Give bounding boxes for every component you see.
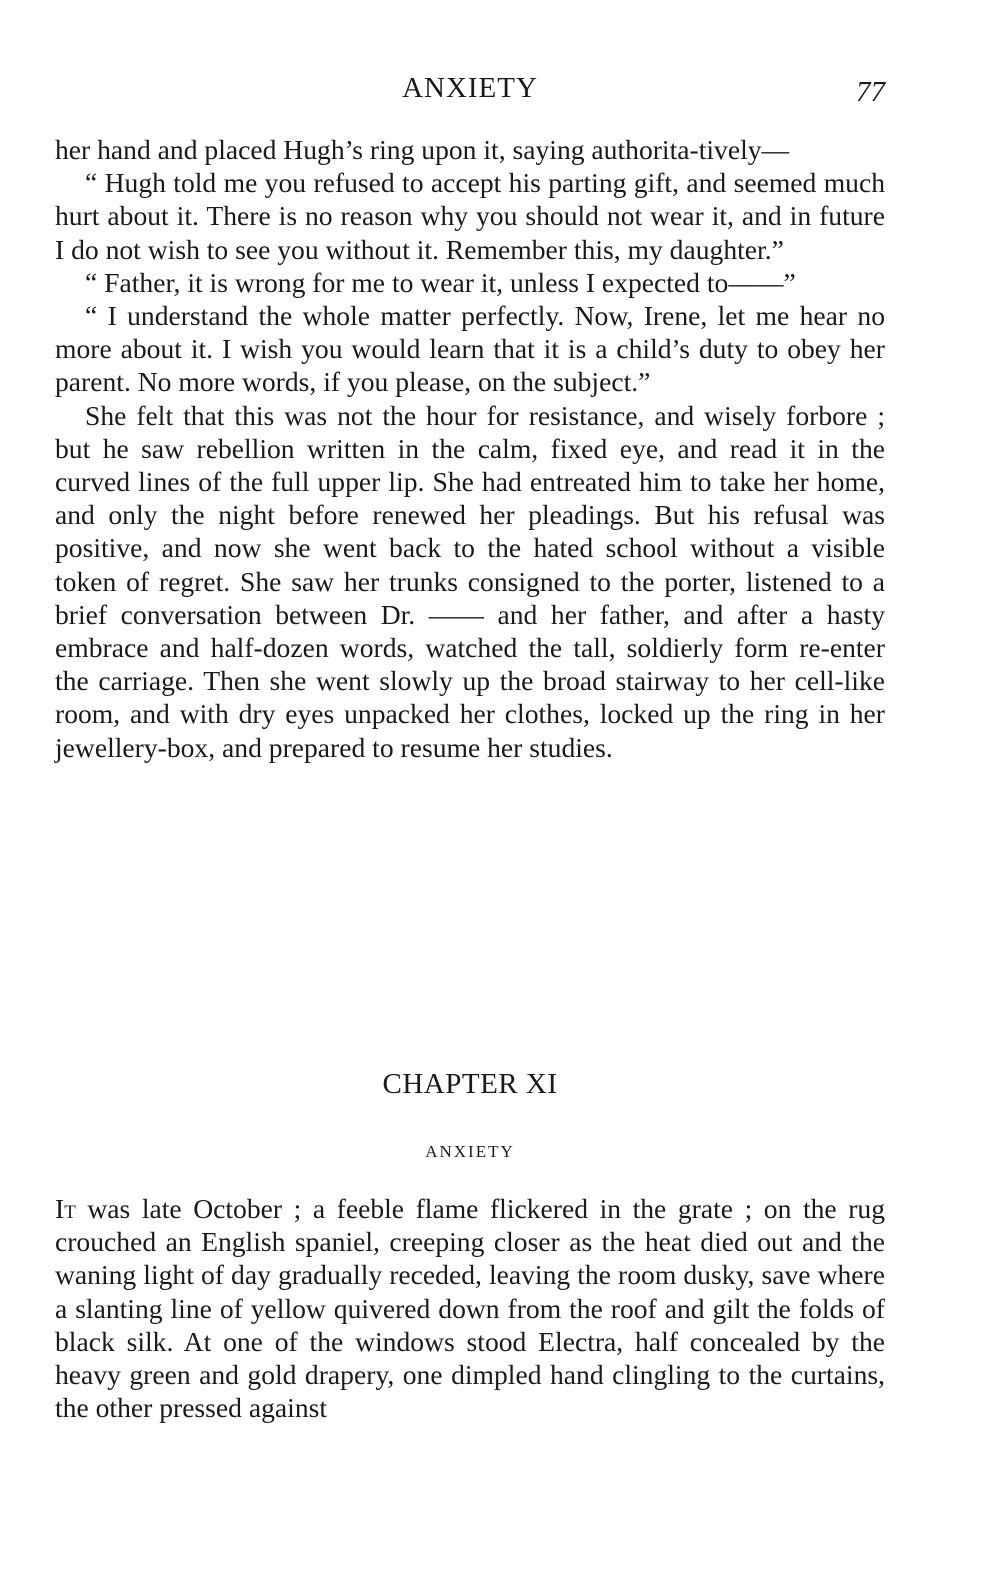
chapter-heading: CHAPTER XI (382, 1068, 558, 1100)
chapter-text (55, 1192, 885, 1424)
chapter-first-word: It (55, 1193, 76, 1224)
paragraph: “ I understand the whole matter perfectly. Now, Irene, let me hear no more about it. I wish you would learn that it is a child’s duty to obey her parent. No more words, if you please, on the subject.” (55, 300, 885, 398)
paragraph: She felt that this was not the hour for resistance, and wisely forbore ; but he saw rebellion written in the calm, fixed eye, and read it in the curved lines of the full upper lip. She had entreated him to take her home, and only the night before renewed her pleadings. But his refusal was positive, and now she went back to the hated school without a visible token of regret. She saw her trunks consigned to the porter, listened to a brief conversation between Dr. —— and her father, and after a hasty embrace and half-dozen words, watched the tall, soldierly form re-enter the carriage. Then she went slowly up the broad stairway to her cell-like room, and with dry eyes unpacked her clothes, locked up the ring in her jewellery-box, and prepared to resume her studies. (55, 399, 885, 763)
paragraph: “ Hugh told me you refused to accept his parting gift, and seemed much hurt about it. There is no reason why you should not wear it, and in future I do not wish to see you without it. Remember this, my daughter.” (55, 167, 885, 265)
continued-text (55, 133, 885, 764)
chapter-opening-paragraph (55, 1192, 885, 1424)
chapter-subtitle: ANXIETY (425, 1142, 515, 1161)
page-number: 77 (856, 76, 885, 108)
paragraph: her hand and placed Hugh’s ring upon it, saying authorita-tively— (55, 134, 790, 165)
paragraph: “ Father, it is wrong for me to wear it, unless I expected to——” (85, 266, 796, 298)
chapter-opening-text: was late October ; a feeble flame flickered in the grate ; on the rug crouched an English spaniel, creeping closer as the heat died out and the waning light of day gradually receded, leaving the room dusky, save where a slanting line of yellow quivered down from the roof and gilt the folds of black silk. At one of the windows stood Electra, half concealed by the heavy green and gold drapery, one dimpled hand clingling to the curtains, the other pressed against (55, 1193, 885, 1424)
running-title: ANXIETY (402, 72, 538, 104)
running-head (55, 72, 885, 112)
